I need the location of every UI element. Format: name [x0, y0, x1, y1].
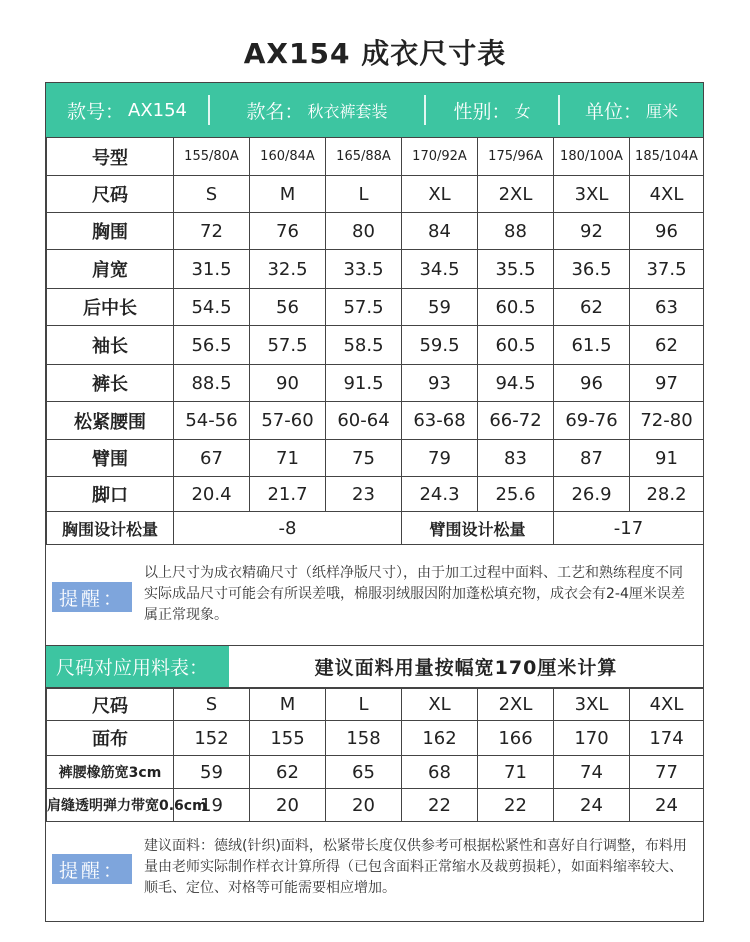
table-cell: 60-64	[326, 402, 402, 440]
row-label-cell: 肩宽	[47, 250, 174, 289]
table-cell: 93	[402, 365, 478, 402]
style-name-value: 秋衣裤套装	[307, 101, 388, 121]
table-cell: 80	[326, 213, 402, 250]
page-title: AX154 成衣尺寸表	[243, 37, 507, 70]
tip-text-1: 以上尺寸为成衣精确尺寸（纸样净版尺寸），由于加工过程中面料、工艺和熟练程度不同实际成品尺寸可能会有所误差哦，棉服羽绒服因附加蓬松填充物，成衣会有2-4厘米误差属正常现象。	[144, 565, 685, 623]
style-code-label: 款号：	[66, 100, 124, 123]
table-header-cell: 尺码	[47, 689, 174, 721]
unit-label: 单位：	[584, 100, 642, 123]
table-header-cell: 160/84A	[250, 138, 326, 176]
table-cell: 96	[630, 213, 704, 250]
product-info-bar	[46, 83, 703, 137]
table-cell: 36.5	[554, 250, 630, 289]
table-cell: 25.6	[478, 477, 554, 512]
tip-box-1	[46, 544, 703, 646]
gender-label: 性别：	[453, 100, 511, 123]
table-cell: 57.5	[250, 326, 326, 365]
row-label-cell: 胸围	[47, 213, 174, 250]
row-label-cell: 尺码	[47, 176, 174, 213]
table-row	[47, 250, 704, 289]
table-cell: 72-80	[630, 402, 704, 440]
table-cell: 4XL	[630, 176, 704, 213]
table-cell: 68	[402, 756, 478, 789]
table-cell: 56.5	[174, 326, 250, 365]
table-cell: L	[326, 176, 402, 213]
table-cell: 75	[326, 440, 402, 477]
row-label-cell: 袖长	[47, 326, 174, 365]
table-cell: 59	[402, 289, 478, 326]
unit-value: 厘米	[646, 101, 679, 121]
table-cell: 92	[554, 213, 630, 250]
table-cell: 57.5	[326, 289, 402, 326]
table-cell: 35.5	[478, 250, 554, 289]
table-cell: 20	[250, 789, 326, 822]
row-label-cell: 裤长	[47, 365, 174, 402]
table-cell: 37.5	[630, 250, 704, 289]
table-cell: 24	[630, 789, 704, 822]
table-cell: 54.5	[174, 289, 250, 326]
table-row	[47, 721, 704, 756]
table-cell: XL	[402, 176, 478, 213]
table-cell: 33.5	[326, 250, 402, 289]
table-cell: 83	[478, 440, 554, 477]
table-cell: 152	[174, 721, 250, 756]
size-table-header-row	[47, 138, 704, 176]
table-header-cell: 175/96A	[478, 138, 554, 176]
table-cell: 71	[478, 756, 554, 789]
tip-label-1: 提醒：	[52, 582, 132, 612]
table-cell: 94.5	[478, 365, 554, 402]
fabric-table-header-row	[47, 689, 704, 721]
table-header-cell: 2XL	[478, 689, 554, 721]
table-row	[47, 789, 704, 822]
size-chart-frame	[45, 82, 704, 922]
table-cell: 162	[402, 721, 478, 756]
table-cell: M	[250, 176, 326, 213]
size-table	[46, 137, 704, 545]
table-row	[47, 365, 704, 402]
table-cell: 77	[630, 756, 704, 789]
arm-ease-label: 臂围设计松量	[402, 512, 554, 545]
row-label-cell: 面布	[47, 721, 174, 756]
table-header-cell: 165/88A	[326, 138, 402, 176]
fabric-table	[46, 688, 704, 822]
table-row	[47, 289, 704, 326]
table-cell: 170	[554, 721, 630, 756]
table-cell: 74	[554, 756, 630, 789]
row-label-cell: 后中长	[47, 289, 174, 326]
fabric-section-label: 尺码对应用料表：	[46, 646, 229, 687]
row-label-cell: 臂围	[47, 440, 174, 477]
table-cell: 91.5	[326, 365, 402, 402]
table-cell: 97	[630, 365, 704, 402]
table-cell: 28.2	[630, 477, 704, 512]
chest-ease-label: 胸围设计松量	[47, 512, 174, 545]
unit	[560, 95, 703, 125]
table-header-cell: M	[250, 689, 326, 721]
gender-value: 女	[514, 101, 531, 121]
table-cell: 32.5	[250, 250, 326, 289]
row-label-cell: 肩缝透明弹力带宽0.6cm	[47, 789, 174, 822]
table-cell: 88	[478, 213, 554, 250]
table-header-cell: XL	[402, 689, 478, 721]
table-row	[47, 440, 704, 477]
table-cell: 158	[326, 721, 402, 756]
style-name-label: 款名：	[246, 100, 304, 123]
style-code-value: AX154	[128, 99, 188, 121]
fabric-section-note: 建议面料用量按幅宽170厘米计算	[314, 657, 618, 679]
table-cell: 3XL	[554, 176, 630, 213]
table-cell: 24	[554, 789, 630, 822]
table-cell: 59.5	[402, 326, 478, 365]
table-header-cell: S	[174, 689, 250, 721]
table-row	[47, 326, 704, 365]
row-label-cell: 脚口	[47, 477, 174, 512]
style-name	[210, 95, 424, 125]
style-code	[46, 95, 208, 125]
table-cell: 62	[250, 756, 326, 789]
table-cell: 20	[326, 789, 402, 822]
table-header-cell: 170/92A	[402, 138, 478, 176]
table-cell: 79	[402, 440, 478, 477]
chest-ease-value: -8	[174, 512, 402, 545]
fabric-section-bar	[46, 646, 703, 688]
tip-box-2	[46, 820, 703, 922]
table-cell: 72	[174, 213, 250, 250]
table-cell: 24.3	[402, 477, 478, 512]
table-header-cell: 180/100A	[554, 138, 630, 176]
table-cell: 62	[554, 289, 630, 326]
table-cell: 71	[250, 440, 326, 477]
table-row	[47, 402, 704, 440]
table-cell: S	[174, 176, 250, 213]
table-header-cell: 3XL	[554, 689, 630, 721]
table-cell: 96	[554, 365, 630, 402]
gender	[426, 95, 558, 125]
table-cell: 34.5	[402, 250, 478, 289]
table-cell: 155	[250, 721, 326, 756]
table-cell: 76	[250, 213, 326, 250]
table-cell: 60.5	[478, 289, 554, 326]
arm-ease-value: -17	[554, 512, 704, 545]
table-row	[47, 213, 704, 250]
table-cell: 31.5	[174, 250, 250, 289]
table-cell: 19	[174, 789, 250, 822]
table-header-cell: 4XL	[630, 689, 704, 721]
table-cell: 174	[630, 721, 704, 756]
table-cell: 57-60	[250, 402, 326, 440]
table-cell: 2XL	[478, 176, 554, 213]
table-cell: 66-72	[478, 402, 554, 440]
ease-row	[47, 512, 704, 545]
table-cell: 67	[174, 440, 250, 477]
table-cell: 84	[402, 213, 478, 250]
table-header-cell: L	[326, 689, 402, 721]
table-cell: 166	[478, 721, 554, 756]
table-header-cell: 号型	[47, 138, 174, 176]
table-cell: 63-68	[402, 402, 478, 440]
table-row	[47, 756, 704, 789]
table-row	[47, 176, 704, 213]
table-header-cell: 185/104A	[630, 138, 704, 176]
table-cell: 61.5	[554, 326, 630, 365]
table-cell: 62	[630, 326, 704, 365]
table-cell: 54-56	[174, 402, 250, 440]
table-header-cell: 155/80A	[174, 138, 250, 176]
table-cell: 87	[554, 440, 630, 477]
row-label-cell: 松紧腰围	[47, 402, 174, 440]
table-cell: 63	[630, 289, 704, 326]
row-label-cell: 裤腰橡筋宽3cm	[47, 756, 174, 789]
table-cell: 23	[326, 477, 402, 512]
tip-text-2: 建议面料：德绒(针织)面料，松紧带长度仅供参考可根据松紧性和喜好自行调整，布料用量由老师实际制作样衣计算所得（已包含面料正常缩水及裁剪损耗），如面料缩率较大、顺毛、定位、对格等可能需要相应增加。	[144, 838, 687, 896]
table-cell: 20.4	[174, 477, 250, 512]
table-cell: 88.5	[174, 365, 250, 402]
table-cell: 65	[326, 756, 402, 789]
table-cell: 69-76	[554, 402, 630, 440]
table-cell: 22	[402, 789, 478, 822]
tip-label-2: 提醒：	[52, 854, 132, 884]
table-cell: 90	[250, 365, 326, 402]
table-cell: 60.5	[478, 326, 554, 365]
table-cell: 91	[630, 440, 704, 477]
table-cell: 26.9	[554, 477, 630, 512]
table-cell: 22	[478, 789, 554, 822]
table-cell: 56	[250, 289, 326, 326]
table-cell: 58.5	[326, 326, 402, 365]
table-cell: 59	[174, 756, 250, 789]
table-cell: 21.7	[250, 477, 326, 512]
table-row	[47, 477, 704, 512]
